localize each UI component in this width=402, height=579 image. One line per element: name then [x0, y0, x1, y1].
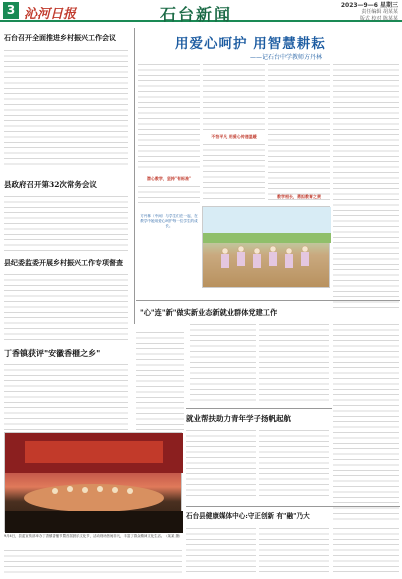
headline: 县政府召开第32次常务会议 — [4, 180, 97, 189]
feature-photo-caption: 方丹林（中间）与学生们在一起，在教学中她用爱心呵护每一位学生的成长。 — [140, 214, 198, 228]
masthead-meta — [341, 2, 398, 23]
paper-logo: 沁河日报 — [24, 7, 77, 22]
article-body — [186, 526, 256, 576]
headline: 就业帮扶助力青年学子扬帆起航 — [186, 414, 291, 423]
section-title: 石台新闻 — [160, 5, 233, 24]
feature-subhead: ——记石台中学教师方丹林 — [250, 54, 323, 61]
article-body — [186, 428, 256, 500]
stage-photo-illustration — [5, 433, 183, 533]
article-body — [259, 428, 329, 500]
headline: 丁香镇获评"安徽香榧之乡" — [4, 348, 101, 358]
headline: 石台县健康媒体中心:守正创新 有"融"乃大 — [186, 512, 310, 520]
article-body — [259, 322, 329, 402]
feature-col — [333, 62, 399, 312]
article-body — [333, 322, 399, 522]
left-stories — [2, 30, 132, 460]
article-body — [259, 526, 329, 576]
meta-line: 责任编辑 胡某某 — [361, 9, 398, 15]
feature-subsection: 教学相长，勇担教育之责 — [277, 194, 321, 199]
feature-subsection: 不怕平凡 用爱心传递温暖 — [211, 134, 257, 139]
feature-photo — [202, 206, 330, 288]
meta-line: 版式 校对 陈某某 — [359, 16, 398, 22]
issue-date: 2023—9—6 星期三 — [340, 2, 398, 9]
headline: "心"连"新"做实新业态新就业群体党建工作 — [140, 308, 278, 317]
section-divider — [186, 408, 332, 409]
page-number: 3 — [3, 2, 19, 19]
headline: 石台召开全面推进乡村振兴工作会议 — [4, 33, 116, 42]
article-body — [333, 526, 399, 576]
feature-col — [203, 142, 265, 202]
article-body — [4, 272, 128, 342]
article-body — [190, 322, 256, 402]
section-divider — [186, 506, 400, 507]
feature-col — [138, 62, 200, 172]
feature-photo-illustration — [203, 207, 331, 289]
stage-photo — [4, 432, 182, 532]
photo-caption: 9月4日，县委宣传部举办丁香镇香榧节暨首届鼓乐文化节，活动现场热闹非凡，丰富了群众精神文化生活。（某某 摄） — [4, 534, 183, 538]
bottom-left-article — [4, 548, 182, 576]
left-stories-col2 — [136, 330, 184, 430]
feature-headline: 用爱心呵护 用智慧耕耘 — [175, 36, 326, 52]
section-divider — [136, 300, 400, 301]
article-body — [4, 194, 128, 254]
feature-col — [138, 184, 200, 206]
masthead — [0, 0, 402, 22]
article-body — [4, 48, 128, 168]
column-divider — [134, 28, 135, 324]
feature-col — [268, 62, 330, 202]
headline: 县纪委监委开展乡村振兴工作专项督查 — [4, 258, 123, 267]
feature-col — [203, 62, 265, 132]
feature-subsection: 潜心教学，坚持"有标准" — [146, 176, 192, 181]
